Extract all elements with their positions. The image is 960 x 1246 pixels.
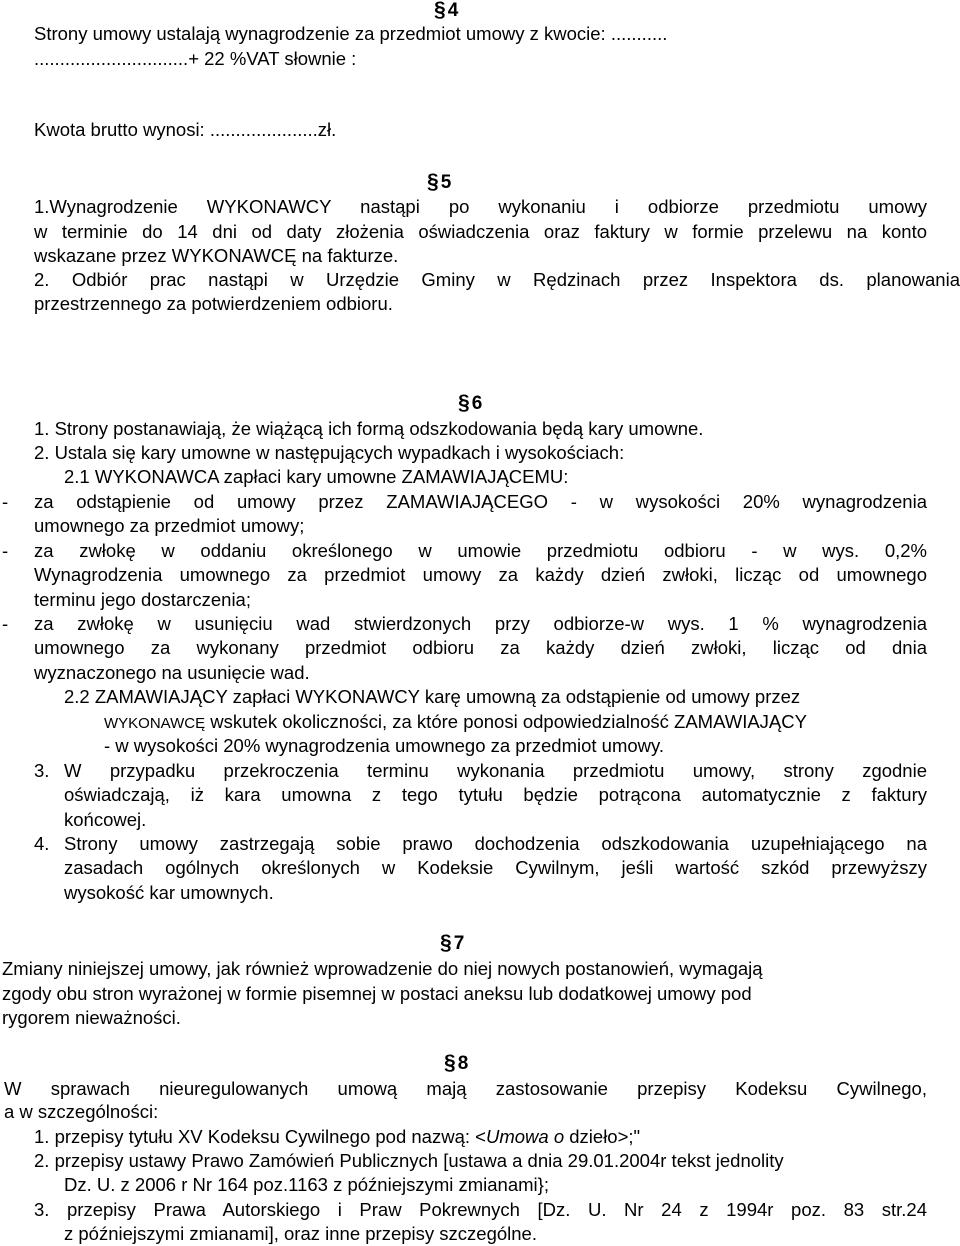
s6-dash-1: - xyxy=(2,491,9,512)
s8-item-3-line-2: z późniejszymi zmianami], oraz inne przepisy szczególne. xyxy=(64,1223,537,1244)
s6-p22-line-2-rest: wskutek okoliczności, za które ponosi odpowiedzialność ZAMAWIAJĄCY xyxy=(205,711,807,732)
s6-p22-line-3: - w wysokości 20% wynagrodzenia umownego za przedmiot umowy. xyxy=(104,735,665,756)
s5-p2-line-2: przestrzennego za potwierdzeniem odbioru. xyxy=(34,293,393,314)
s6-p3-line-1: W przypadku przekroczenia terminu wykonania przedmiotu umowy, strony zgodnie xyxy=(64,760,927,781)
s8-item-2-line-2: Dz. U. z 2006 r Nr 164 poz.1163 z późniejszymi zmianami}; xyxy=(64,1174,549,1195)
s6-d1-line-1: za odstąpienie od umowy przez ZAMAWIAJĄCEGO - w wysokości 20% wynagrodzenia xyxy=(34,491,927,512)
s8-item-1-end: dzieło>;" xyxy=(569,1126,641,1147)
section-4-heading: § 4 xyxy=(434,0,459,21)
s4-line-2: ..............................+ 22 %VAT słownie : xyxy=(34,48,357,69)
section-7-heading: § 7 xyxy=(440,931,465,954)
s6-p3-line-2: oświadczają, iż kara umowna z tego tytułu będzie potrącona automatycznie z faktury xyxy=(64,784,927,805)
s6-p22-line-2 xyxy=(104,710,807,736)
section-8-heading: § 8 xyxy=(444,1051,469,1074)
s6-line-2: 2. Ustala się kary umowne w następujących wypadkach i wysokościach: xyxy=(34,442,625,463)
s6-p3-number: 3. xyxy=(34,760,50,781)
s5-p2-line-1: 2. Odbiór prac nastąpi w Urzędzie Gminy w Rędzinach przez Inspektora ds. planowania xyxy=(34,269,960,290)
s8-item-1-italic: Umowa o xyxy=(485,1126,570,1147)
s6-line-3: 2.1 WYKONAWCA zapłaci kary umowne ZAMAWIAJĄCEMU: xyxy=(64,466,569,487)
s6-p3-line-3: końcowej. xyxy=(64,809,147,830)
s4-line-1: Strony umowy ustalają wynagrodzenie za przedmiot umowy z kwocie: ........... xyxy=(34,23,668,44)
section-5-heading: § 5 xyxy=(427,170,452,193)
s5-p1-line-2: w terminie do 14 dni od daty złożenia oświadczenia oraz faktury w formie przelewu na konto xyxy=(34,221,927,242)
s8-item-3-line-1: 3. przepisy Prawa Autorskiego i Praw Pokrewnych [Dz. U. Nr 24 z 1994r poz. 83 str.24 xyxy=(34,1199,927,1220)
s8-item-1 xyxy=(34,1125,640,1149)
s8-line-2: a w szczególności: xyxy=(4,1101,159,1122)
s6-p4-line-1: Strony umowy zastrzegają sobie prawo dochodzenia odszkodowania uzupełniającego na xyxy=(64,833,927,854)
s5-p1-line-3: wskazane przez WYKONAWCĘ na fakturze. xyxy=(34,245,399,266)
s6-d3-line-1: za zwłokę w usunięciu wad stwierdzonych przy odbiorze-w wys. 1 % wynagrodzenia xyxy=(34,613,927,634)
s6-dash-3: - xyxy=(2,613,9,634)
s7-line-2: zgody obu stron wyrażonej w formie pisemnej w postaci aneksu lub dodatkowej umowy pod xyxy=(2,983,752,1004)
s6-p4-line-3: wysokość kar umownych. xyxy=(64,882,274,903)
s6-line-1: 1. Strony postanawiają, że wiążącą ich formą odszkodowania będą kary umowne. xyxy=(34,418,704,439)
s8-line-1: W sprawach nieuregulowanych umową mają zastosowanie przepisy Kodeksu Cywilnego, xyxy=(4,1078,927,1099)
s4-line-3: Kwota brutto wynosi: .....................zł. xyxy=(34,119,337,140)
s8-item-1-text: 1. przepisy tytułu XV Kodeksu Cywilnego pod nazwą: < xyxy=(34,1126,486,1147)
s6-p4-number: 4. xyxy=(34,833,50,854)
s6-p22-contractor: WYKONAWCĘ xyxy=(104,715,206,732)
s7-line-3: rygorem nieważności. xyxy=(2,1007,181,1028)
section-6-heading: § 6 xyxy=(458,391,483,414)
s6-d3-line-2: umownego za wykonany przedmiot odbioru za każdy dzień zwłoki, licząc od dnia xyxy=(34,637,927,658)
s6-d2-line-1: za zwłokę w oddaniu określonego w umowie przedmiotu odbioru - w wys. 0,2% xyxy=(34,540,927,561)
s6-dash-2: - xyxy=(2,540,9,561)
s6-d2-line-3: terminu jego dostarczenia; xyxy=(34,589,251,610)
s6-d3-line-3: wyznaczonego na usunięcie wad. xyxy=(34,662,310,683)
s7-line-1: Zmiany niniejszej umowy, jak również wprowadzenie do niej nowych postanowień, wymagają xyxy=(2,958,763,979)
s8-item-2-line-1: 2. przepisy ustawy Prawo Zamówień Publicznych [ustawa a dnia 29.01.2004r tekst jednolity xyxy=(34,1150,784,1171)
s6-p4-line-2: zasadach ogólnych określonych w Kodeksie Cywilnym, jeśli wartość szkód przewyższy xyxy=(64,857,927,878)
s6-p22-line-1: 2.2 ZAMAWIAJĄCY zapłaci WYKONAWCY karę umowną za odstąpienie od umowy przez xyxy=(64,686,801,707)
s5-p1-line-1: 1.Wynagrodzenie WYKONAWCY nastąpi po wykonaniu i odbiorze przedmiotu umowy xyxy=(34,196,927,217)
s6-d2-line-2: Wynagrodzenia umownego za przedmiot umowy za każdy dzień zwłoki, licząc od umownego xyxy=(34,564,927,585)
s6-d1-line-2: umownego za przedmiot umowy; xyxy=(34,515,305,536)
